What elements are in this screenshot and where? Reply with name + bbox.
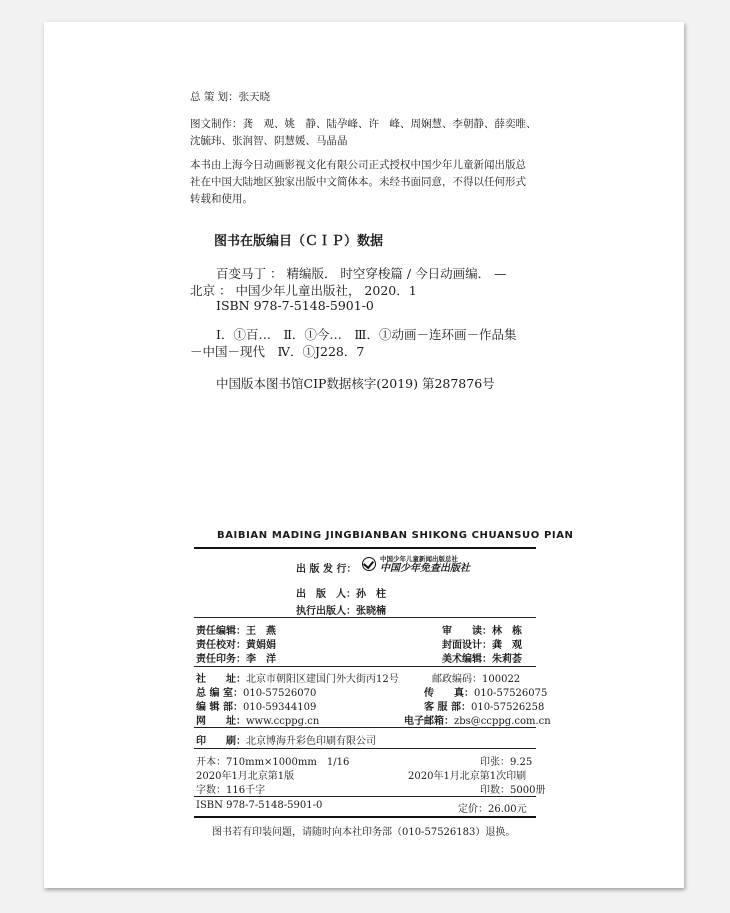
printer: 北京博海升彩色印刷有限公司 xyxy=(246,736,376,747)
publisher-logo xyxy=(362,554,470,574)
publisher-logo-name: 中国少年免查出版社 xyxy=(380,563,470,574)
cip-line5: －中国－现代 Ⅳ．①J228．7 xyxy=(190,344,365,359)
cip-record-number: 中国版本图书馆CIP数据核字(2019) 第287876号 xyxy=(216,376,495,391)
printing-officer: 责任印务：李 洋 xyxy=(196,654,276,665)
license-line3: 转载和使用。 xyxy=(190,193,253,205)
office-row: 总 编 室：010-57526070 xyxy=(196,688,317,699)
office-phone: 010-57526070 xyxy=(242,688,317,699)
license-line1: 本书由上海今日动画影视文化有限公司正式授权中国少年儿童新闻出版总 xyxy=(190,159,526,171)
publisher-logo-group: 中国少年儿童新闻出版总社 xyxy=(380,555,458,563)
rule-1 xyxy=(194,617,536,618)
cover-designer: 封面设计：龚 观 xyxy=(442,640,522,651)
colophon-bottom-rule xyxy=(194,816,536,818)
cip-line3: ISBN 978-7-5148-5901-0 xyxy=(216,298,374,313)
cip-line1: 百变马丁 ： 精编版． 时空穿梭篇 / 今日动画编． — xyxy=(216,266,507,281)
rule-2 xyxy=(194,666,536,667)
rule-5 xyxy=(194,796,536,797)
exec-issuer: 执行出版人：张晓楠 xyxy=(296,606,386,617)
publisher-label: 出 版 发 行： xyxy=(296,564,357,575)
reviewer: 审 读：林 栋 xyxy=(442,626,522,637)
license-line2: 社在中国大陆地区独家出版中文简体本。未经书面同意，不得以任何形式 xyxy=(190,176,526,188)
pinyin-title: BAIBIAN MADING JINGBIANBAN SHIKONG CHUANSUO PIAN xyxy=(217,530,574,541)
fax: 010-57526075 xyxy=(474,688,548,699)
print-run: 印数：5000册 xyxy=(480,785,546,796)
sheets: 印张：9.25 xyxy=(480,757,533,768)
makers-credit-line1: 图文制作：龚 观、姚 静、陆孕峰、许 峰、周娴慧、李朝静、薛奕唯、 xyxy=(190,118,537,130)
price: 定价：26.00元 xyxy=(458,804,527,815)
colophon-top-rule xyxy=(194,547,536,549)
website-row: 网 址：www.ccppg.cn xyxy=(196,716,320,727)
planner-credit: 总 策 划：张天晓 xyxy=(190,91,271,103)
edition: 2020年1月北京第1版 xyxy=(196,771,295,782)
issuer: 出 版 人：孙 柱 xyxy=(296,589,386,600)
postcode: 邮政编码：100022 xyxy=(432,674,521,685)
cip-line2: 北京 ： 中国少年儿童出版社， 2020．1 xyxy=(190,283,417,298)
website: www.ccppg.cn xyxy=(246,716,320,727)
cip-line4: Ⅰ．①百… Ⅱ．①今… Ⅲ．①动画－连环画－作品集 xyxy=(216,327,517,342)
rule-3 xyxy=(194,727,536,728)
editorial-row: 编 辑 部：010-59344109 xyxy=(196,702,317,713)
makers-credit-line2: 沈毓玮、张润智、阴慧媛、马晶晶 xyxy=(190,135,348,147)
service-row: 客 服 部：010-57526258 xyxy=(424,702,545,713)
service-phone: 010-57526258 xyxy=(470,702,545,713)
return-notice: 图书若有印装问题，请随时向本社印务部（010-57526183）退换。 xyxy=(212,827,516,838)
printer-row: 印 刷：北京博海升彩色印刷有限公司 xyxy=(196,736,376,747)
address: 北京市朝阳区建国门外大街丙12号 xyxy=(246,674,399,685)
art-editor: 美术编辑：朱莉荟 xyxy=(442,654,522,665)
fax-row: 传 真：010-57526075 xyxy=(424,688,548,699)
proofreader: 责任校对：黄娟娟 xyxy=(196,640,276,651)
cip-title: 图书在版编目（ＣＩＰ）数据 xyxy=(214,234,384,249)
isbn: ISBN 978-7-5148-5901-0 xyxy=(196,800,323,811)
book-page xyxy=(44,22,684,888)
email: zbs@ccppg.com.cn xyxy=(454,716,551,727)
publisher-logo-icon xyxy=(362,557,376,571)
email-row: 电子邮箱：zbs@ccppg.com.cn xyxy=(404,716,551,727)
rule-4 xyxy=(194,748,536,749)
printing: 2020年1月北京第1次印刷 xyxy=(408,771,527,782)
editorial-phone: 010-59344109 xyxy=(242,702,317,713)
editor: 责任编辑：王 燕 xyxy=(196,626,276,637)
format: 开本：710mm×1000mm 1/16 xyxy=(196,757,350,768)
address-row: 社 址：北京市朝阳区建国门外大街丙12号 xyxy=(196,674,399,685)
wordcount: 字数：116千字 xyxy=(196,785,266,796)
